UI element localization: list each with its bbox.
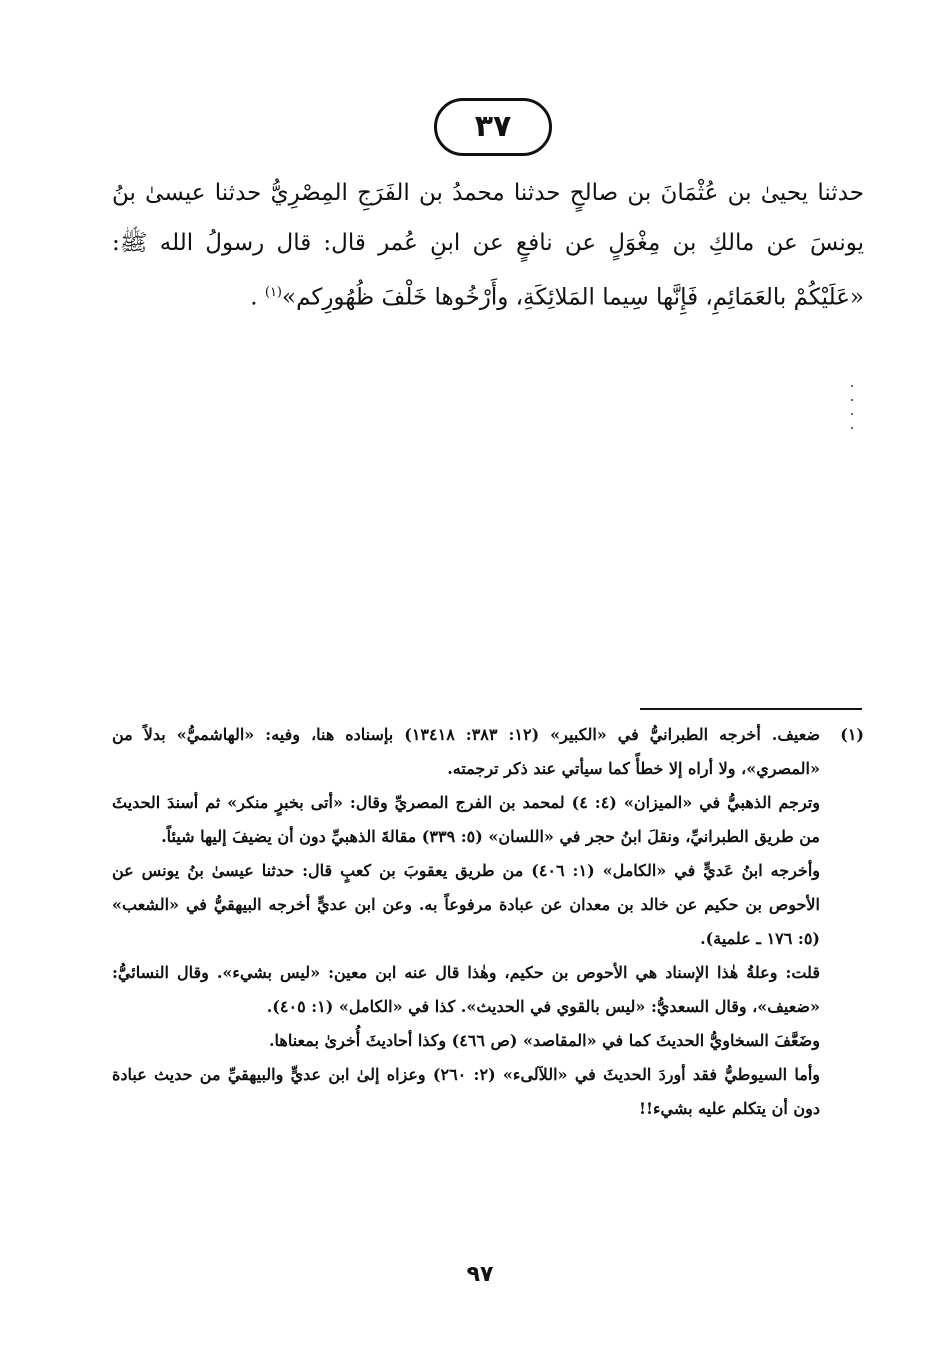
footnote-separator [640,708,862,710]
footnote-item [112,718,864,1126]
footnote-body [112,718,820,1126]
hadith-end-punct: . [250,284,258,311]
hadith-body: حدثنا يحيىٰ بن عُثْمَانَ بن صالحٍ حدثنا محمدُ بن الفَرَجِ المِصْرِيُّ حدثنا عيسىٰ بنُ يونسَ عن مالكِ بن مِغْوَلٍ عن نافعٍ عن ابنِ عُمر قال: قال رسولُ الله ﷺ: «عَلَيْكُمْ بالعَمَائِمِ، فَإِنَّها سِيما المَلائِكَةِ، وأَرْخُوها خَلْفَ ظُهُورِكم» [112,180,864,311]
page-number: ٩٧ [466,1262,494,1287]
footnote-paragraph: ضعيف. أخرجه الطبرانيُّ في «الكبير» (١٢: ٣٨٣: ١٣٤١٨) بإسناده هنا، وفيه: «الهاشميُّ» بدلاً من «المصري»، ولا أراه إلا خطأً كما سيأتي عند ذكر ترجمته. [112,725,821,778]
footnote-paragraph: وأما السيوطيُّ فقد أوردَ الحديثَ في «اللآلىء» (٢: ٢٦٠) وعزاه إلىٰ ابن عديٍّ والبيهقيِّ من حديث عبادة دون أن يتكلم عليه بشيء!! [112,1065,820,1118]
hadith-number: ٣٧ [474,109,512,144]
hadith-number-badge [434,98,552,156]
footnote-number: (١) [840,725,864,744]
footnote-paragraph: وأخرجه ابنُ عَديٍّ في «الكامل» (١: ٤٠٦) من طريق يعقوبَ بن كعبٍ قال: حدثنا عيسىٰ بنُ يونس عن الأحوص بن حكيم عن خالد بن معدان عن عبادة مرفوعاً به. وعن ابن عديٍّ أخرجه البيهقيُّ في «الشعب» (٥: ١٧٦ ـ علمية). [112,861,820,948]
vertical-dots-decoration [848,385,856,429]
footnote-reference[interactable]: (١) [264,285,282,300]
footnote-paragraph: وترجم الذهبيُّ في «الميزان» (٤: ٤) لمحمد بن الفرج المصريِّ وقال: «أتى بخبرٍ منكر» ثم أسندَ الحديثَ من طريق الطبرانيِّ، ونقلَ ابنُ حجر في «اللسان» (٥: ٣٣٩) مقالةَ الذهبيِّ دون أن يضيفَ إليها شيئاً. [112,793,820,846]
footnote-paragraph: وضَعَّفَ السخاويُّ الحديثَ كما في «المقاصد» (ص ٤٦٦) وكذا أحاديثَ أُخرىٰ بمعناها. [268,1031,820,1050]
footnotes-section [112,718,864,1126]
footnote-paragraph: قلت: وعلةُ هٰذا الإسناد هي الأحوص بن حكيم، وهٰذا قال عنه ابن معين: «ليس بشيء». وقال النسائيُّ: «ضعيف»، وقال السعديُّ: «ليس بالقوي في الحديث». كذا في «الكامل» (١: ٤٠٥). [112,963,820,1016]
hadith-text [112,168,864,323]
